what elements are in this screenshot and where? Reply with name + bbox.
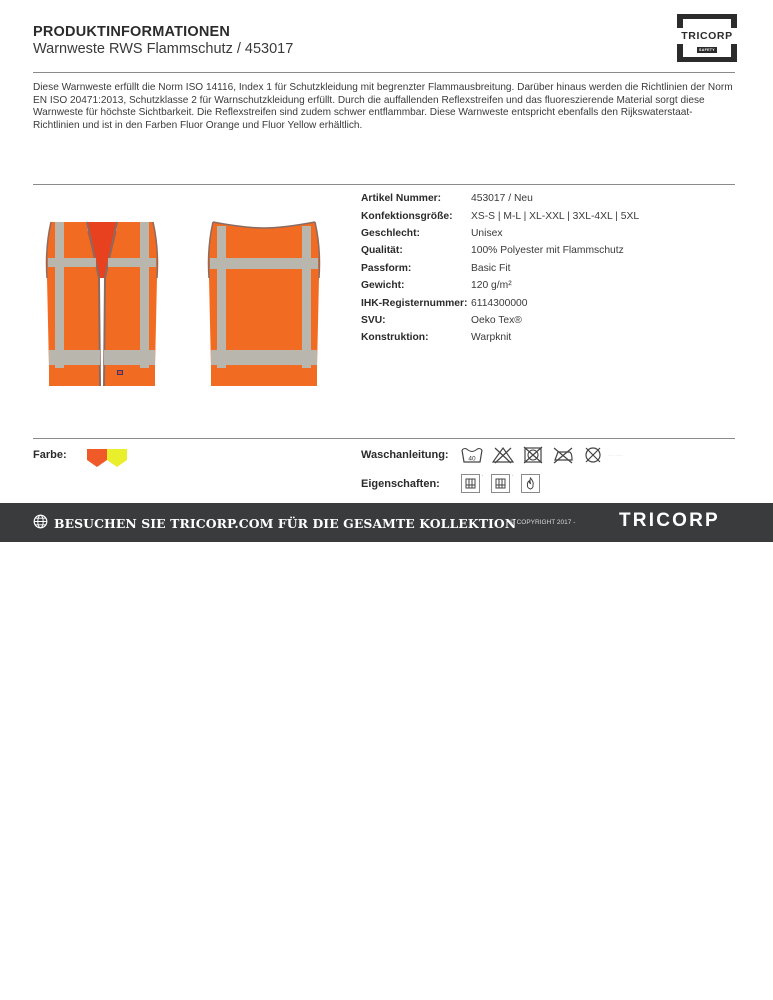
spec-label: Gewicht: (361, 280, 405, 292)
spec-row (361, 312, 639, 329)
no-dry-clean-icon (583, 446, 603, 464)
spec-label: Konfektionsgröße: (361, 210, 453, 222)
spec-value: Warpknit (471, 332, 512, 344)
wash-40-icon (461, 446, 483, 464)
wash-label: Waschanleitung: (361, 449, 449, 461)
product-subtitle: Warnweste RWS Flammschutz / 453017 (33, 41, 294, 57)
spec-value: Basic Fit (471, 262, 511, 274)
footer-cta-link[interactable]: BESUCHEN SIE TRICORP.COM FÜR DIE GESAMTE KOLLEKTION (54, 516, 517, 531)
property-icons (461, 474, 540, 493)
spec-label: SVU: (361, 314, 386, 326)
specs-divider (33, 438, 735, 439)
page-title: PRODUKTINFORMATIONEN (33, 24, 231, 40)
footer-brand-logo: TRICORP (619, 510, 720, 531)
vest-back-image (205, 218, 323, 393)
spec-row (361, 190, 639, 207)
spec-table (361, 190, 639, 347)
spec-value: 120 g/m² (471, 280, 512, 292)
product-description: Diese Warnweste erfüllt die Norm ISO 14116, Index 1 für Schutzkleidung mit begrenzter Flammausbreitung. Darüber hinaus werden die Richtlinien der Norm EN ISO 20471:2013, Schutzklasse 2 für Warnschutzkleidung erfüllt. Durch die auffallenden Reflexstreifen und das fluoreszierende Material sorgt diese Warnweste für höchste Sichtbarkeit. Die Reflexstreifen sind zudem schwer entflammbar. Diese Warnweste entspricht ebenfalls den Rijkswaterstaat-Richtlinien und ist in den Farben Fluor Orange und Fluor Yellow erhältlich. (33, 82, 733, 131)
flame-protection-icon (521, 474, 540, 493)
spec-value: 453017 / Neu (471, 193, 533, 205)
color-swatches (86, 447, 128, 474)
spec-row (361, 260, 639, 277)
globe-icon (33, 514, 48, 534)
spec-value: 100% Polyester mit Flammschutz (471, 245, 624, 257)
header-divider (33, 72, 735, 73)
vest-front-image (43, 218, 161, 393)
spec-label: Artikel Nummer: (361, 193, 442, 205)
spec-label: Passform: (361, 262, 412, 274)
spec-label: Konstruktion: (361, 332, 429, 344)
care-icons (461, 446, 623, 464)
logo-tagline: SAFETY (699, 48, 715, 52)
color-swatch-orange[interactable] (87, 449, 107, 467)
tricorp-logo (677, 14, 737, 62)
color-swatch-yellow[interactable] (107, 449, 127, 467)
spec-row (361, 294, 639, 311)
spec-value: XS-S | M-L | XL-XXL | 3XL-4XL | 5XL (471, 210, 640, 222)
no-bleach-icon (492, 446, 514, 464)
no-iron-icon (552, 446, 574, 464)
spec-row (361, 225, 639, 242)
description-divider (33, 184, 735, 185)
wash-temp-text: 40 (468, 455, 476, 463)
logo-brand: TRICORP (681, 30, 733, 42)
spec-value: Oeko Tex® (471, 314, 522, 326)
spec-row (361, 242, 639, 259)
spec-value: 6114300000 (471, 297, 528, 309)
spec-label: Geschlecht: (361, 227, 420, 239)
spec-row (361, 207, 639, 224)
spec-row (361, 277, 639, 294)
spec-label: Qualität: (361, 245, 403, 257)
no-tumble-dry-icon (523, 446, 543, 464)
standard-vest-icon: · (491, 474, 510, 493)
copyright-text: © COPYRIGHT 2017 - (510, 519, 576, 526)
color-label: Farbe: (33, 449, 67, 461)
spec-row (361, 329, 639, 346)
spec-label: IHK-Registernummer: (361, 297, 468, 309)
properties-label: Eigenschaften: (361, 478, 440, 490)
standard-vest-icon: · (461, 474, 480, 493)
spec-value: Unisex (471, 227, 503, 239)
care-note: ···· ·· ······· (608, 453, 623, 457)
